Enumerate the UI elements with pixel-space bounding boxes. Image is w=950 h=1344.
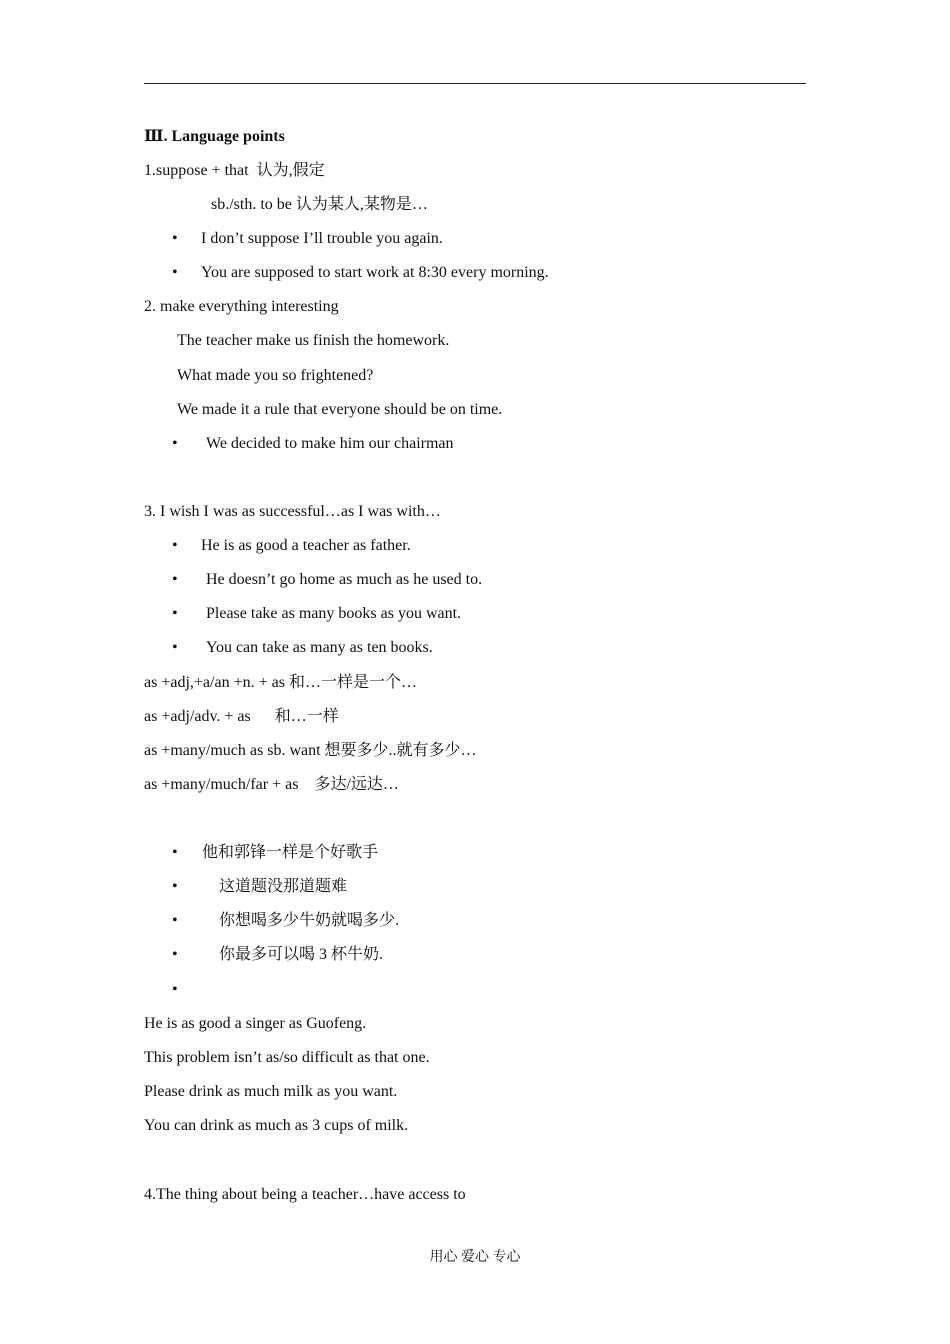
- point-1-title: 1.suppose + that 认为,假定: [144, 162, 325, 179]
- point-2-example-1: The teacher make us finish the homework.: [177, 332, 450, 349]
- bullet-marker: •: [172, 571, 178, 588]
- answer-2: This problem isn’t as/so difficult as that one.: [144, 1049, 430, 1066]
- bullet-marker: •: [172, 264, 178, 281]
- point-2-title: 2. make everything interesting: [144, 298, 339, 315]
- point-1-subline: sb./sth. to be 认为某人,某物是…: [211, 196, 428, 213]
- answer-3: Please drink as much milk as you want.: [144, 1083, 398, 1100]
- point-2-example-4: We decided to make him our chairman: [206, 435, 454, 452]
- point-3-example-3: Please take as many books as you want.: [206, 605, 462, 622]
- point-1-example-1: I don’t suppose I’ll trouble you again.: [201, 230, 443, 247]
- bullet-marker: •: [172, 946, 178, 963]
- bullet-marker: •: [172, 912, 178, 929]
- point-2-example-2: What made you so frightened?: [177, 367, 374, 384]
- point-3-title: 3. I wish I was as successful…as I was with…: [144, 503, 441, 520]
- page-footer: 用心 爱心 专心: [429, 1250, 521, 1265]
- bullet-marker: •: [172, 537, 178, 554]
- point-2-example-3: We made it a rule that everyone should be on time.: [177, 401, 503, 418]
- point-3-example-1: He is as good a teacher as father.: [201, 537, 411, 554]
- cn-exercise-2: 这道题没那道题难: [219, 878, 348, 895]
- point-3-example-4: You can take as many as ten books.: [206, 639, 433, 656]
- bullet-marker: •: [172, 844, 178, 861]
- answer-4: You can drink as much as 3 cups of milk.: [144, 1117, 409, 1134]
- cn-exercise-1: 他和郭锋一样是个好歌手: [202, 844, 379, 861]
- bullet-marker: •: [172, 435, 178, 452]
- rule-line-2: as +adj/adv. + as 和…一样: [144, 708, 339, 725]
- bullet-marker: •: [172, 639, 178, 656]
- rule-line-4: as +many/much/far + as 多达/远达…: [144, 776, 399, 793]
- cn-exercise-3: 你想喝多少牛奶就喝多少.: [219, 912, 400, 929]
- cn-exercise-4: 你最多可以喝 3 杯牛奶.: [219, 946, 384, 963]
- bullet-marker: •: [172, 981, 178, 998]
- point-3-example-2: He doesn’t go home as much as he used to.: [206, 571, 483, 588]
- rule-line-3: as +many/much as sb. want 想要多少..就有多少…: [144, 742, 477, 759]
- header-rule: [144, 83, 806, 84]
- section-heading: Ⅲ. Language points: [144, 128, 285, 145]
- bullet-marker: •: [172, 878, 178, 895]
- point-1-example-2: You are supposed to start work at 8:30 every morning.: [201, 264, 549, 281]
- answer-1: He is as good a singer as Guofeng.: [144, 1015, 367, 1032]
- bullet-marker: •: [172, 230, 178, 247]
- bullet-marker: •: [172, 605, 178, 622]
- rule-line-1: as +adj,+a/an +n. + as 和…一样是一个…: [144, 674, 417, 691]
- point-4-title: 4.The thing about being a teacher…have access to: [144, 1186, 466, 1203]
